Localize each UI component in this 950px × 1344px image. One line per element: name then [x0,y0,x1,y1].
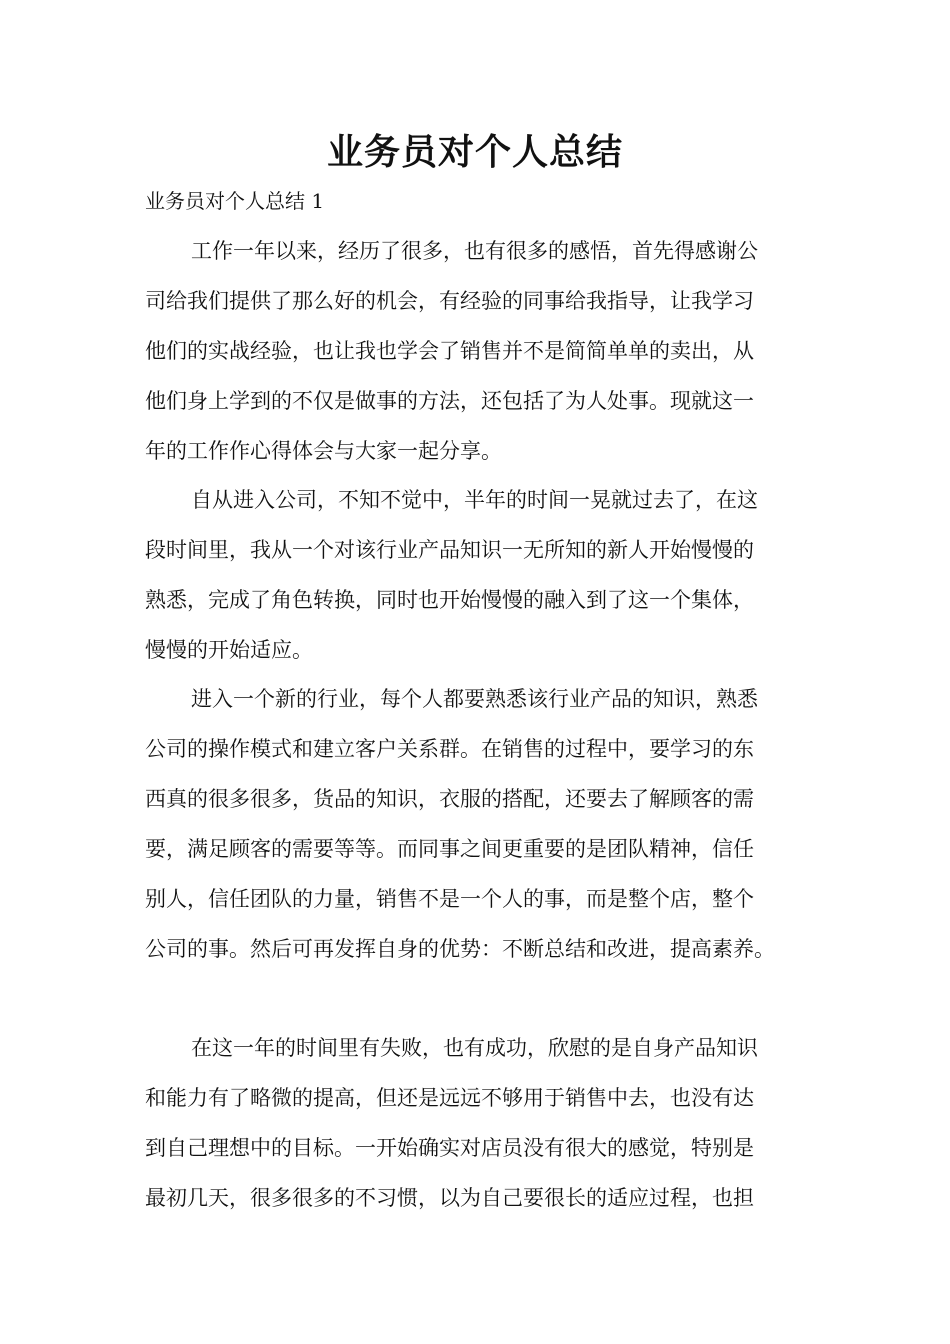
paragraph-line: 到自己理想中的目标。一开始确实对店员没有很大的感觉，特别是 [145,1136,754,1160]
paragraph-line: 工作一年以来，经历了很多，也有很多的感悟，首先得感谢公 [191,239,758,263]
paragraph-line: 在这一年的时间里有失败，也有成功，欣慰的是自身产品知识 [191,1036,758,1060]
paragraph-line: 公司的事。然后可再发挥自身的优势：不断总结和改进，提高素养。 [145,937,775,961]
paragraph-line: 别人，信任团队的力量，销售不是一个人的事，而是整个店，整个 [145,887,754,911]
paragraph-line: 段时间里，我从一个对该行业产品知识一无所知的新人开始慢慢的 [145,538,754,562]
paragraph-2 [145,475,825,675]
paragraph-4 [145,1023,825,1223]
paragraph-line: 司给我们提供了那么好的机会，有经验的同事给我指导，让我学习 [145,289,754,313]
paragraph-line: 进入一个新的行业，每个人都要熟悉该行业产品的知识，熟悉 [191,687,758,711]
paragraph-3 [145,674,825,974]
paragraph-line: 年的工作作心得体会与大家一起分享。 [145,439,502,463]
paragraph-line: 他们的实战经验，也让我也学会了销售并不是简简单单的卖出，从 [145,339,754,363]
paragraph-line: 自从进入公司，不知不觉中，半年的时间一晃就过去了，在这 [191,488,758,512]
paragraph-1 [145,226,825,476]
paragraph-line: 公司的操作模式和建立客户关系群。在销售的过程中，要学习的东 [145,737,754,761]
document-title: 业务员对个人总结 [326,131,623,173]
paragraph-line: 和能力有了略微的提高，但还是远远不够用于销售中去，也没有达 [145,1086,754,1110]
paragraph-line: 他们身上学到的不仅是做事的方法，还包括了为人处事。现就这一 [145,389,754,413]
paragraph-line: 慢慢的开始适应。 [145,638,313,662]
paragraph-line: 最初几天，很多很多的不习惯，以为自己要很长的适应过程，也担 [145,1186,754,1210]
paragraph-line: 要，满足顾客的需要等等。而同事之间更重要的是团队精神，信任 [145,837,754,861]
document-subtitle: 业务员对个人总结 1 [145,189,325,213]
paragraph-line: 熟悉，完成了角色转换，同时也开始慢慢的融入到了这一个集体， [145,588,754,612]
paragraph-line: 西真的很多很多，货品的知识，衣服的搭配，还要去了解顾客的需 [145,787,754,811]
